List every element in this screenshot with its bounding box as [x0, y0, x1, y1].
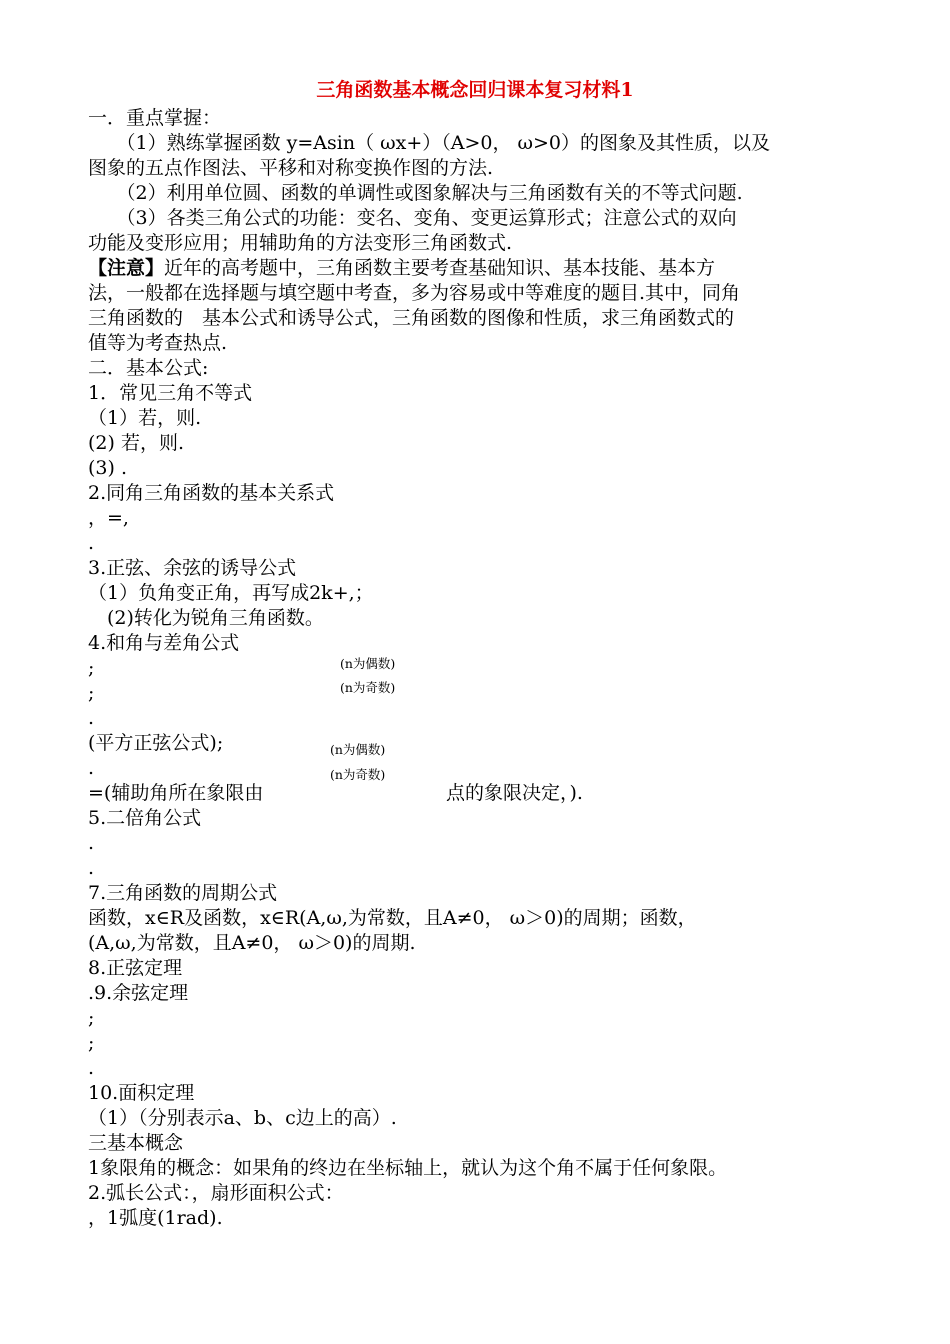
formula-line: ; [88, 1007, 95, 1029]
formula-line: ; [88, 682, 95, 704]
formula-line: . [88, 707, 95, 729]
formula-line: （1）（分别表示a、b、c边上的高）. [88, 1107, 397, 1129]
formula-line: (3) . [88, 457, 127, 479]
formula-line: . [88, 757, 95, 779]
paragraph-line: 功能及变形应用；用辅助角的方法变形三角函数式. [88, 232, 513, 254]
paragraph-line: 1象限角的概念：如果角的终边在坐标轴上，就认为这个角不属于任何象限。 [88, 1157, 728, 1179]
subsection-heading: 2.同角三角函数的基本关系式 [88, 482, 335, 504]
note-paragraph-line: 法，一般都在选择题与填空题中考查，多为容易或中等难度的题目.其中，同角 [88, 282, 741, 304]
formula-line: (2)转化为锐角三角函数。 [88, 607, 324, 629]
formula-line: ; [88, 1032, 95, 1054]
paragraph-line: 图象的五点作图法、平移和对称变换作图的方法. [88, 157, 494, 179]
formula-line: . [88, 532, 95, 554]
section-heading-basic-concepts: 三基本概念 [88, 1132, 184, 1154]
formula-line: (平方正弦公式); [88, 732, 224, 754]
subsection-heading: 4.和角与差角公式 [88, 632, 240, 654]
paragraph-line: ，1弧度(1rad). [88, 1207, 223, 1229]
subsection-heading: .9.余弦定理 [88, 982, 189, 1004]
subsection-heading: 3.正弦、余弦的诱导公式 [88, 557, 297, 579]
paragraph-line: （1）熟练掌握函数 y=Asin（ ωx+）（A>0， ω>0）的图象及其性质，以及 [88, 132, 771, 154]
section-heading-key-points: 一．重点掌握： [88, 107, 222, 129]
note-paragraph-line: 三角函数的 基本公式和诱导公式，三角函数的图像和性质，求三角函数式的 [88, 307, 735, 329]
parity-note-odd: (n为奇数) [340, 680, 396, 695]
paragraph-line: （3）各类三角公式的功能：变名、变角、变更运算形式；注意公式的双向 [88, 207, 737, 229]
parity-note-even: (n为偶数) [340, 656, 396, 671]
parity-note-odd: (n为奇数) [330, 767, 386, 782]
paragraph-line: 函数，x∈R及函数，x∈R(A,ω,为常数，且A≠0， ω＞0)的周期；函数， [88, 907, 697, 929]
note-label: 【注意】 [88, 257, 165, 279]
paragraph-line: (A,ω,为常数，且A≠0， ω＞0)的周期. [88, 932, 416, 954]
subsection-heading: 5.二倍角公式 [88, 807, 202, 829]
formula-line: . [88, 1057, 95, 1079]
formula-line: ; [88, 657, 95, 679]
formula-line: . [88, 857, 95, 879]
formula-line-tail: 点的象限决定，). [446, 782, 583, 804]
subsection-heading: 1．常见三角不等式 [88, 382, 253, 404]
formula-line: . [88, 832, 95, 854]
formula-line: =(辅助角所在象限由 [88, 782, 264, 804]
formula-line: (2) 若，则. [88, 432, 184, 454]
subsection-heading: 7.三角函数的周期公式 [88, 882, 278, 904]
paragraph-line: 2.弧长公式：，扇形面积公式： [88, 1182, 344, 1204]
formula-line: （1）若，则. [88, 407, 202, 429]
section-heading-basic-formulas: 二．基本公式: [88, 357, 209, 379]
subsection-heading: 8.正弦定理 [88, 957, 183, 979]
parity-note-even: (n为偶数) [330, 742, 386, 757]
note-paragraph-line: 【注意】近年的高考题中，三角函数主要考查基础知识、基本技能、基本方 [88, 257, 716, 279]
paragraph-line: （2）利用单位圆、函数的单调性或图象解决与三角函数有关的不等式问题. [88, 182, 743, 204]
note-paragraph-line: 值等为考查热点. [88, 332, 228, 354]
subsection-heading: 10.面积定理 [88, 1082, 195, 1104]
page-title: 三角函数基本概念回归课本复习材料1 [316, 79, 634, 101]
formula-line: ，=, [88, 507, 129, 529]
formula-line: （1）负角变正角，再写成2k+,； [88, 582, 374, 604]
